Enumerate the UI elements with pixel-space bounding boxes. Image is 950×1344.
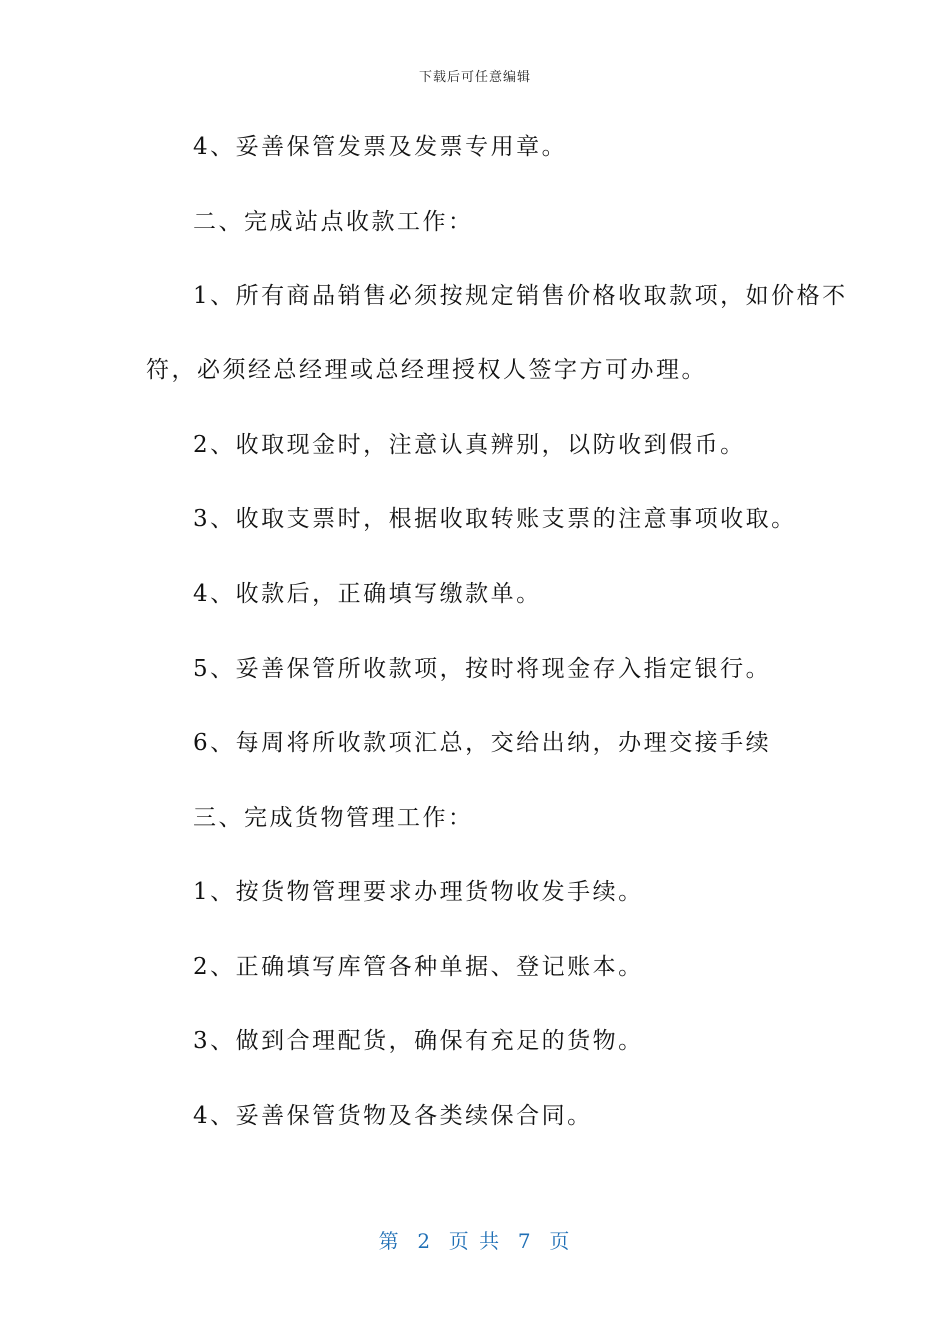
- body-line-8: 5、妥善保管所收款项，按时将现金存入指定银行。: [193, 656, 772, 682]
- body-line-7: 4、收款后，正确填写缴款单。: [193, 581, 542, 607]
- body-line-14: 4、妥善保管货物及各类续保合同。: [193, 1103, 593, 1129]
- body-line-5: 2、收取现金时，注意认真辨别，以防收到假币。: [193, 432, 746, 458]
- section-heading-2: 二、完成站点收款工作：: [193, 209, 474, 235]
- body-line-9: 6、每周将所收款项汇总，交给出纳，办理交接手续: [193, 730, 772, 756]
- page-header: 下载后可任意编辑: [418, 70, 531, 85]
- section-heading-3: 三、完成货物管理工作：: [193, 805, 474, 831]
- body-line-13: 3、做到合理配货，确保有充足的货物。: [193, 1028, 644, 1054]
- body-line-3: 1、所有商品销售必须按规定销售价格收取款项，如价格不: [193, 283, 848, 309]
- body-line-12: 2、正确填写库管各种单据、登记账本。: [193, 954, 644, 980]
- body-line-1: 4、妥善保管发票及发票专用章。: [193, 134, 568, 160]
- body-line-6: 3、收取支票时，根据收取转账支票的注意事项收取。: [193, 506, 797, 532]
- page-number-footer: 第 2 页 共 7 页: [378, 1229, 572, 1253]
- body-line-4: 符，必须经总经理或总经理授权人签字方可办理。: [146, 357, 707, 383]
- body-line-11: 1、按货物管理要求办理货物收发手续。: [193, 879, 644, 905]
